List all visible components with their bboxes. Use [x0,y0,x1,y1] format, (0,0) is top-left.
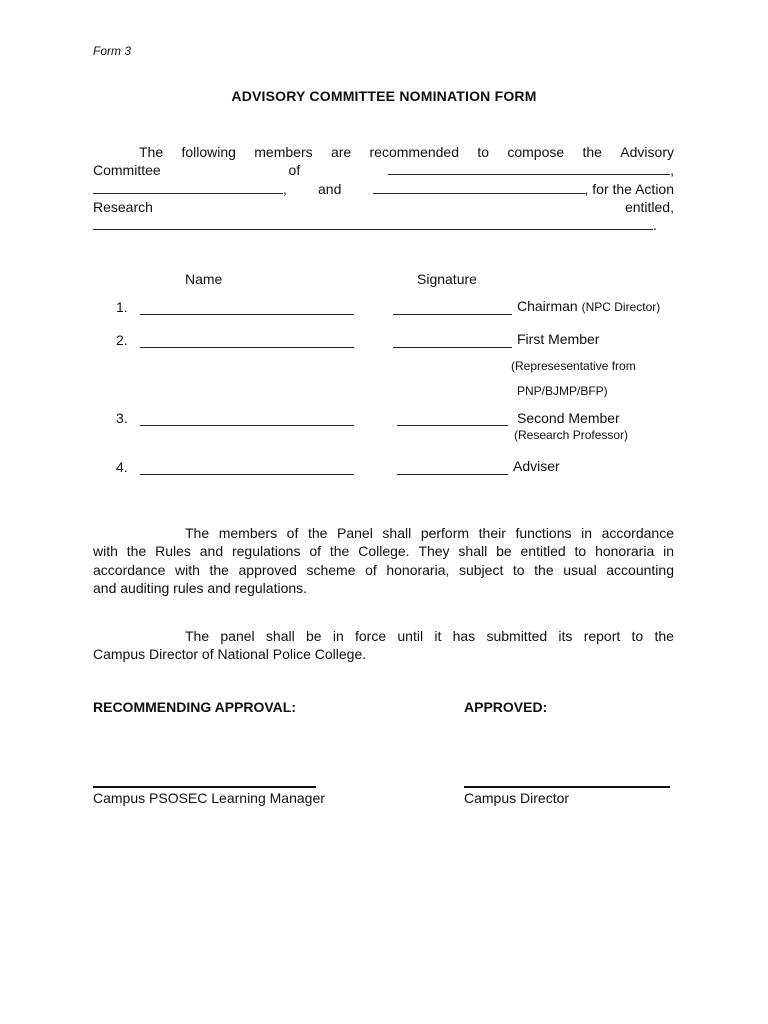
word: compose [507,144,565,160]
intro-line-4 [93,198,674,216]
word: and [199,543,224,559]
word: of [286,525,299,541]
word: shall [458,543,488,559]
word: it [434,628,442,644]
period: . [653,217,657,233]
word: regulations [231,543,301,559]
word: be [305,628,322,644]
name-line-3[interactable] [140,425,354,426]
research-title-blank[interactable] [93,217,653,230]
word: members [254,144,313,160]
word: submitted [486,628,548,644]
signature-line-3[interactable] [397,425,508,426]
word: College. [358,543,410,559]
word: members [218,525,278,541]
word: to [512,562,525,578]
word: shall [265,628,295,644]
word: their [478,525,506,541]
approved-signature-line[interactable] [464,786,670,788]
word: in [663,543,674,559]
approved-signatory: Campus Director [464,790,570,806]
intro-line-2 [93,161,674,179]
word: the [582,144,602,160]
word: its [558,628,573,644]
name-line-1[interactable] [140,314,354,315]
word: entitled [520,543,566,559]
panel-force-line-1 [185,627,674,645]
word: panel [220,628,255,644]
word: approved [238,562,297,578]
member-name-blank-group [93,180,287,198]
first-member-role: First Member [517,331,600,347]
word: to [631,628,644,644]
intro-line-3 [93,180,674,198]
word: functions [515,525,572,541]
panel-functions-line-3 [93,561,674,579]
word: to [477,144,490,160]
second-member-role: Second Member [517,410,620,426]
member-name-blank-group-2 [373,180,675,198]
role-note: (NPC Director) [581,300,661,314]
word: The [185,628,210,644]
for-the-action-text: , for the Action [584,181,674,197]
comma: , [670,162,674,178]
row-number-4: 4. [116,459,128,475]
word: the [209,562,229,578]
first-member-note: (Represesentative from [511,359,636,373]
comma: , [283,181,287,197]
recommending-signature-line[interactable] [93,786,316,788]
intro-line-5 [93,216,657,234]
word: subject [458,562,504,578]
word: The [139,144,164,160]
word: with [174,562,200,578]
word: be [496,543,512,559]
word: They [418,543,450,559]
word: the [307,525,328,541]
word: accordance [601,525,674,541]
word: the [654,628,674,644]
word: the [329,543,350,559]
form-number-label: Form 3 [93,44,132,58]
name-column-header: Name [185,271,223,287]
second-member-note: (Research Professor) [514,428,629,442]
name-line-4[interactable] [140,474,354,475]
word: with [93,543,118,559]
word: in [332,628,344,644]
first-member-note-2: PNP/BJMP/BFP) [517,384,608,398]
row-number-2: 2. [116,332,128,348]
member-name-blank-1[interactable] [93,181,283,194]
word: report [583,628,621,644]
recommending-approval-label: RECOMMENDING APPROVAL: [93,699,296,715]
panel-functions-line-4: and auditing rules and regulations. [93,580,308,596]
word: following [181,144,236,160]
entitled-word: entitled, [624,199,674,215]
word: Rules [155,543,191,559]
panel-functions-line-1 [185,524,674,542]
page-title: ADVISORY COMMITTEE NOMINATION FORM [231,88,537,104]
research-word: Research [93,199,153,215]
row-number-3: 3. [116,410,128,426]
committee-name-blank[interactable] [388,162,670,175]
chairman-role [517,298,660,314]
word: accounting [606,562,674,578]
role-label: Chairman [517,298,578,314]
intro-line-1 [139,143,674,161]
panel-functions-line-2 [93,542,674,560]
word: to [574,543,587,559]
signature-line-2[interactable] [393,347,512,348]
signature-line-1[interactable] [393,314,512,315]
name-line-2[interactable] [140,347,354,348]
word: honoraria, [386,562,450,578]
of-word: of [288,162,301,178]
word: honoraria [595,543,655,559]
word: until [397,628,424,644]
member-name-blank-2[interactable] [373,181,585,194]
word: has [452,628,476,644]
word: Advisory [620,144,674,160]
word: of [309,543,322,559]
panel-force-line-2: Campus Director of National Police College. [93,646,367,662]
word: perform [420,525,470,541]
word: of [365,562,377,578]
row-number-1: 1. [116,299,128,315]
word: shall [382,525,412,541]
word: recommended [369,144,460,160]
approved-label: APPROVED: [464,699,548,715]
word: The [185,525,210,541]
word: usual [563,562,597,578]
word: are [330,144,352,160]
word: in [581,525,593,541]
word: Panel [337,525,373,541]
and-word: and [318,181,342,197]
word: force [355,628,387,644]
word: the [126,543,147,559]
committee-word: Committee [93,162,161,178]
signature-column-header: Signature [417,271,477,287]
committee-name-blank-group [388,161,674,179]
word: the [534,562,554,578]
word: scheme [306,562,356,578]
word: accordance [93,562,166,578]
adviser-role: Adviser [513,458,560,474]
recommending-signatory: Campus PSOSEC Learning Manager [93,790,325,806]
signature-line-4[interactable] [397,474,508,475]
